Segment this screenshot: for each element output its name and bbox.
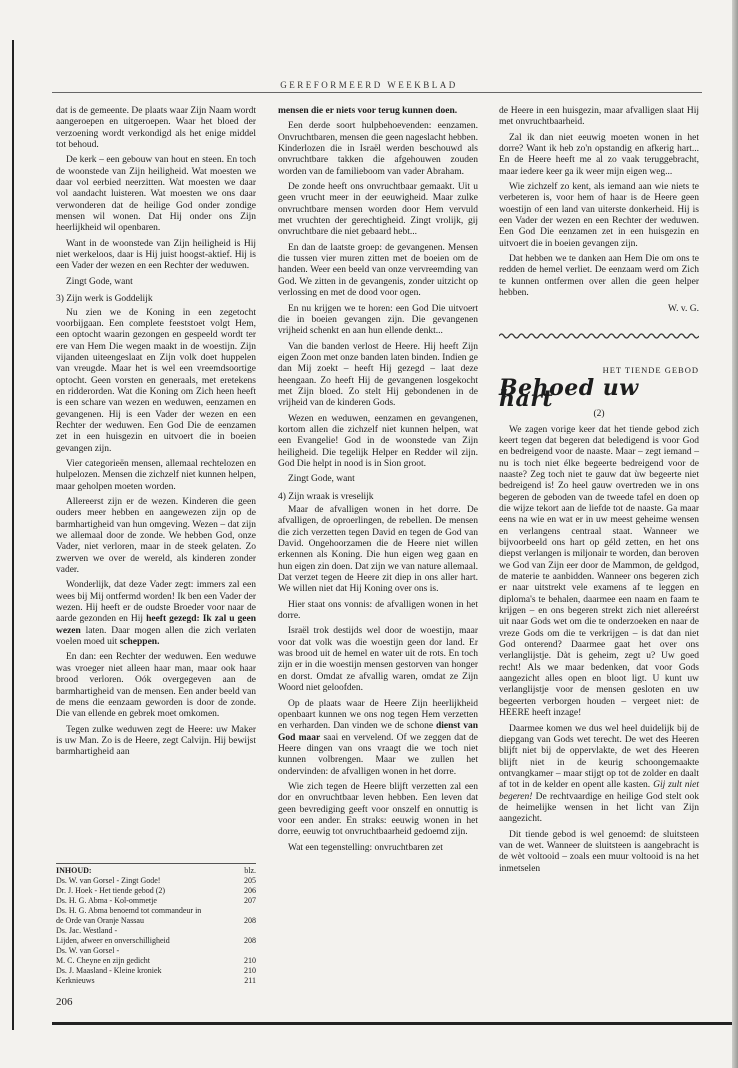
paragraph: de Heere in een huisgezin, maar afvalligen slaat Hij met onvruchtbaarheid. <box>499 106 699 128</box>
toc-row <box>56 916 256 926</box>
toc-row <box>56 906 256 916</box>
toc-row <box>56 936 256 946</box>
toc-row <box>56 886 256 896</box>
refrain: Zingt Gode, want <box>66 276 133 287</box>
toc-entry-title: Dr. J. Hoek - Het tiende gebod (2) <box>56 886 166 895</box>
column-3 <box>499 106 699 879</box>
paragraph: Dit tiende gebod is wel genoemd: de sluitsteen van de wet. Wanneer de sluitsteen is aangebracht is de wèt voltooid – zoals een muur voltooid is na het inmetselen <box>499 829 699 874</box>
toc-entry-page: 208 <box>244 936 256 945</box>
paragraph: Dat hebben we te danken aan Hem Die om ons te redden de hemel verliet. De eenzaam werd om Zich te kunnen ontfermen over allen die geen helper hebben. <box>499 254 699 299</box>
toc-header <box>56 863 256 876</box>
author-signature: W. v. G. <box>668 303 699 314</box>
toc-entry-page: 210 <box>244 966 256 975</box>
toc-page-label: blz. <box>244 866 256 875</box>
wavy-divider <box>499 331 699 341</box>
paragraph: Wezen en weduwen, eenzamen en gevangenen, kortom allen die zichzelf niet kunnen helpen, wat een Evangelie! God in de woonstede van Zijn heiligheid. Die tegelijk Helper en Redder wil zijn. God Die helpt in nood is in Sion groot. <box>278 413 478 469</box>
bold-quote: heeft gezegd: Ik zal u geen wezen <box>56 614 257 636</box>
toc-entry-page: 205 <box>244 876 256 885</box>
article-part-number: (2) <box>593 409 605 420</box>
header-rule <box>52 92 702 93</box>
paragraph: Zal ik dan niet eeuwig moeten wonen in het dorre? Want ik heb zo'n opstandig en afkerig hart... En de Heere heeft me al zo vaak teruggebracht, maar iedere keer ga ik weer mijn eigen weg... <box>499 132 699 177</box>
toc-row <box>56 976 256 986</box>
paragraph: De zonde heeft ons onvruchtbaar gemaakt. Uit u geen vrucht meer in der eeuwigheid. Maar zulke onvruchtbare mensen worden door Hem vervuld met vruchten der gerechtigheid. Zingt vrolijk, gij onvruchtbare die niet gebaard hebt... <box>278 182 478 238</box>
toc-row <box>56 896 256 906</box>
toc-entry-page: 206 <box>244 886 256 895</box>
paragraph: Nu zien we de Koning in een zegetocht voorbijgaan. Een complete feeststoet volgt Hem, een optocht waarin gezongen en gespeeld wordt ter ere van Hem Die wegen maakt in de woestijn. Zijn vijanden uiteengeslaat en Zijn volk doet huppelen van vreugde. Maar het is wel een vreemdsoortige optocht. Geen vorsten en generaals, met eretekens en ridderorden. Wat die Koning om Zich heen heeft is een schare van wezen en weduwen, eenzamen en gevangenen. Hij is een Vader der wezen en een Rechter der weduwen. Een God Die de eenzamen zet in een huisgezin en uitvoert die in boeien gevangen zijn. <box>56 307 256 454</box>
section-heading: 3) Zijn werk is Goddelijk <box>56 294 153 305</box>
paragraph: Wat een tegenstelling: onvruchtbaren zet <box>288 842 443 853</box>
paragraph: dat is de gemeente. De plaats waar Zijn Naam wordt aangeroepen en uitgeroepen. Waar het bloed der verzoening wordt verkondigd als het enige middel tot behoud. <box>56 106 256 151</box>
table-of-contents <box>56 863 256 986</box>
text-run: Op de plaats waar de Heere Zijn heerlijkheid openbaart kunnen we ons nog tegen Hem verzetten en verharden. Dan vinden we de schone <box>278 698 478 732</box>
paragraph <box>499 724 699 826</box>
paragraph <box>56 580 256 648</box>
paragraph: En nu krijgen we te horen: een God Die uitvoert die in boeien gevangen zijn. Die gevangenen vrijheid schenkt en aan hun ellende denkt... <box>278 303 478 337</box>
toc-title: INHOUD: <box>56 866 92 875</box>
page-number: 206 <box>56 996 73 1008</box>
section-heading: 4) Zijn wraak is vreselijk <box>278 491 374 502</box>
toc-entry-title: de Orde van Oranje Nassau <box>56 916 144 925</box>
paragraph: De kerk – een gebouw van hout en steen. En toch de woonstede van Zijn heiligheid. Wat moesten we daar vol eerbied neerzitten. Wat moesten we daar vol aandacht luisteren. Wat moesten we ons daar verwonderen dat de heilige God onder zondige mensen wil wonen. Dat Hij onder ons Zijn heerlijkheid wil openbaren. <box>56 155 256 234</box>
paragraph: Allereerst zijn er de wezen. Kinderen die geen ouders meer hebben en aangewezen zijn op de barmhartigheid van hun omgeving. Wezen – dat zijn we allemaal door de zonde. We hebben God, onze Vader, niet verloren, maar in de steek gelaten. Zo zwerven we over de wereld, als kinderen zonder vader. <box>56 497 256 576</box>
toc-entry-title: Kerknieuws <box>56 976 95 985</box>
paragraph: We zagen vorige keer dat het tiende gebod zich keert tegen dat begeren dat beledigend is voor God en bedreigend voor de naaste. Maar – zegt iemand – nu is toch niet élke begeerte bedreigend voor de naaste? Zeg toch niet te gauw dat ùw begeerte niet bedreigend is! Zo heel gauw overtreden we in ons begeren de geboden van de tweede tafel en doen op die wijze tekort aan de liefde tot de naaste. Ga maar eens na wie en wat er in uw meest geheime wensen en verlangens centraal staat. Wanneer we bijvoorbeeld ons hart op géld zetten, en het ons diepst verlangen is miljonair te worden, dan beroven we God van Zijn eer door de Mammon, de geldgod, de materie te aanbidden. Wanneer ons begeren zich er naar uitstrekt vele examens af te leggen en diploma's te behalen, daarmee een naam en faam te krijgen – en ons begeren strekt zich niet allereérst uit naar Gods wet om die te onderzoeken en naar de vreze Gods om die te verkrijgen – is dat dan niet God onterend? Daarmee gaat het over ons verlanglijstje. Dàt is geheim, zegt u? Uw goed recht! Als we maar bedenken, dat voor Gods aangezicht alles open en bloot ligt. U kunt uw verlanglijstje voor de mensen gesloten en uw begeerten verborgen houden – vergeet niet: de HEERE heeft inzage! <box>499 424 699 719</box>
bold-word: scheppen. <box>119 637 160 648</box>
paragraph: En dan: een Rechter der weduwen. Een weduwe was vroeger niet alleen haar man, maar ook haar brood verloren. Oók overgegeven aan de barmhartigheid van de mensen. Een ander beeld van de mens die eenzaam geworden is door de zonde. Die van ellende en gebrek moet omkomen. <box>56 652 256 720</box>
running-header: GEREFORMEERD WEEKBLAD <box>280 80 458 90</box>
toc-row <box>56 876 256 886</box>
text-run: De rechtvaardige en heilige God stelt ook de heimelijke wensen in het licht van Zijn aangezicht. <box>499 791 700 825</box>
toc-entry-title: Ds. J. Maasland - Kleine kroniek <box>56 966 162 975</box>
paragraph: mensen die er niets voor terug kunnen doen. <box>278 106 458 116</box>
column-1 <box>56 106 256 763</box>
bottom-rule <box>52 1022 732 1025</box>
right-page-shadow <box>732 0 738 1068</box>
toc-entry-title: Ds. W. van Gorsel - Zingt Gode! <box>56 876 161 885</box>
paragraph: Een derde soort hulpbehoevenden: eenzamen. Onvruchtbaren, mensen die geen nageslacht hebben. Kinderlozen die in Israël werden beschouwd als onvruchtbare takken die afgehouwen zouden worden van de familieboom van vader Abraham. <box>278 121 478 177</box>
paragraph: Vier categorieën mensen, allemaal rechtelozen en hulpelozen. Mensen die zichzelf niet kunnen helpen, maar geholpen moeten worden. <box>56 458 256 492</box>
paragraph: Want in de woonstede van Zijn heiligheid is Hij niet werkeloos, daar is Hij juist hoogst-aktief. Hij is een Vader der wezen en een Rechter der weduwen. <box>56 238 256 272</box>
section-header: HET TIENDE GEBOD <box>602 365 699 376</box>
toc-entry-title: Ds. W. van Gorsel - <box>56 946 120 955</box>
toc-entry-page: 207 <box>244 896 256 905</box>
left-binding-edge <box>12 40 14 1030</box>
article-title: Behoed uw hart <box>499 374 639 412</box>
paragraph <box>278 699 478 778</box>
bold-phrase: dienst van God maar <box>278 721 478 743</box>
italic-quote: Gij zult niet begeren! <box>499 780 699 802</box>
paragraph: En dan de laatste groep: de gevangenen. Mensen die tussen vier muren zitten met de boeien om de handen. Weer een beeld van onze vervreemding van God. We zitten in de gevangenis, zonder uitzicht op verlossing en met de dood voor ogen. <box>278 242 478 299</box>
toc-entry-title: Lijden, afweer en onverschilligheid <box>56 936 170 945</box>
text-run: Wonderlijk, dat deze Vader zegt: immers zal een wees bij Mij ontfermd worden! Ik ben een Vader der wezen. Hij heeft er de oudste Broeder voor naar de aarde gezonden en Hij <box>56 580 256 625</box>
toc-entry-page: 210 <box>244 956 256 965</box>
paragraph: Van die banden verlost de Heere. Hij heeft Zijn eigen Zoon met onze banden laten binden. Indien ge dan Mij zoekt – heeft Hij gezegd – laat deze heengaan. Zo heeft Hij de gevangenen losgekocht met Zijn bloed. Zo stelt Hij gebondenen in de vrijheid van de kinderen Gods. <box>278 341 478 409</box>
toc-entry-title: M. C. Cheyne en zijn gedicht <box>56 956 150 965</box>
paragraph: Tegen zulke weduwen zegt de Heere: uw Maker is uw Man. Zo is de Heere, zegt Calvijn. Hij bewijst barmhartigheid aan <box>56 724 256 758</box>
paragraph: Israël trok destijds wel door de woestijn, maar voor dat volk was die woestijn geen dor land. Er was brood uit de hemel en water uit de rots. En toch zijn er in die woestijn mensen gestorven van honger en dorst. Omdat ze afvallig waren, omdat ze Zijn Woord niet geloofden. <box>278 626 478 694</box>
paragraph: Wie zichzelf zo kent, als iemand aan wie niets te verbeteren is, voor hem of haar is de Heere geen woestijn of een land van uiterste donkerheid. Hij is een Vader der wezen en een Rechter der weduwen. Een God Die eenzamen zet in een huisgezin en uitvoert die in boeien gevangen zijn. <box>499 182 699 249</box>
toc-row <box>56 946 256 956</box>
text-run: saai en vervelend. Of we zeggen dat de Heere dingen van ons vraagt die we toch niet kunnen volbrengen. Maar we zullen het ondervinden: de afvalligen wonen in het dorre. <box>278 732 479 777</box>
paragraph: Hier staat ons vonnis: de afvalligen wonen in het dorre. <box>278 599 478 622</box>
toc-row <box>56 956 256 966</box>
refrain: Zingt Gode, want <box>288 474 355 485</box>
column-2 <box>278 106 478 858</box>
text-run: laten. Daar mogen allen die zich verlaten voelen moed uit <box>56 625 256 648</box>
toc-entry-page: 208 <box>244 916 256 925</box>
toc-row <box>56 926 256 936</box>
toc-entry-title: Ds. H. G. Abma benoemd tot commandeur in <box>56 906 202 915</box>
toc-entry-title: Ds. Jac. Westland - <box>56 926 118 935</box>
toc-row <box>56 966 256 976</box>
paragraph: Wie zich tegen de Heere blijft verzetten zal een dor en onvruchtbaar leven hebben. Een leven dat geen bevrediging geeft voor onszelf en onnuttig is voor een ander. En straks: eeuwig wonen in het dorre, eeuwig tot onvruchtbaarheid gedoemd zijn. <box>278 781 478 838</box>
toc-entry-page: 211 <box>244 976 256 985</box>
paragraph: Maar de afvalligen wonen in het dorre. De afvalligen, de oproerlingen, de rebellen. De mensen die zich verzetten tegen David en tegen de God van David. Ongehoorzamen die de Heere niet willen erkennen als Koning. Die hun eigen weg gaan en hun eigen zin doen. Dat zijn we van nature allemaal. Dat verzet tegen de Heere zit diep in ons aller hart. We willen niet dat Hij Koning over ons is. <box>278 505 478 595</box>
toc-entry-title: Ds. H. G. Abma - Kol-ommetje <box>56 896 157 905</box>
toc-rows <box>56 876 256 986</box>
text-run: Daarmee komen we dus wel heel duidelijk bij de diepgang van Gods wet terecht. De wet des Heeren blijft niet bij de oppervlakte, de wet des Heeren blijft niet in de keurig schoongemaakte ontvangkamer – maar stijgt op tot de zolder en daalt af tot in de kelder en opent alle kasten. <box>499 723 699 791</box>
